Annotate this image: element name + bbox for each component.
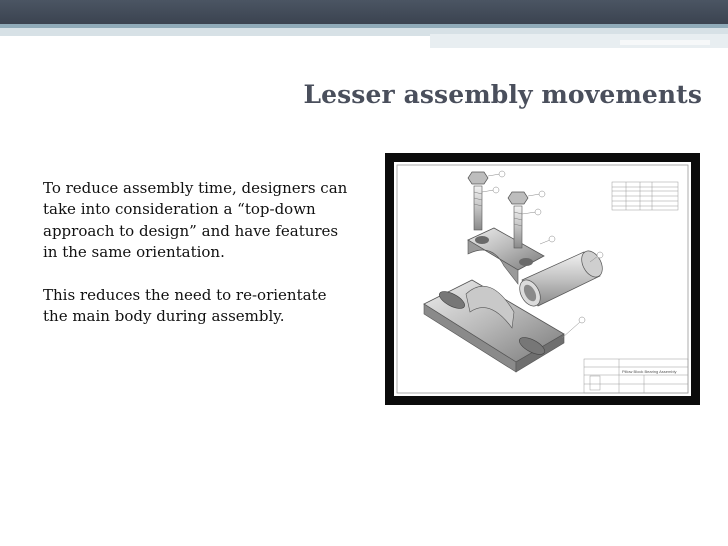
paragraph-2: This reduces the need to re-orientate the main body during assembly. [43,285,327,326]
figure-frame [385,153,700,405]
engineering-drawing [394,162,691,396]
paragraph-1: To reduce assembly time, designers can take into consideration a “top-down approach to design” and have features in the same orientation. [43,179,348,262]
slide-title: Lesser assembly movements [303,80,702,109]
assembly-drawing-graphic [394,162,691,396]
bolt-left [468,172,488,230]
body-text [43,178,353,348]
header-band [0,0,728,24]
header-tab-highlight [620,40,710,45]
parts-list-table [612,182,678,210]
title-block [584,359,688,393]
drawing-name: Pillow Block Bearing Assembly [622,369,677,374]
